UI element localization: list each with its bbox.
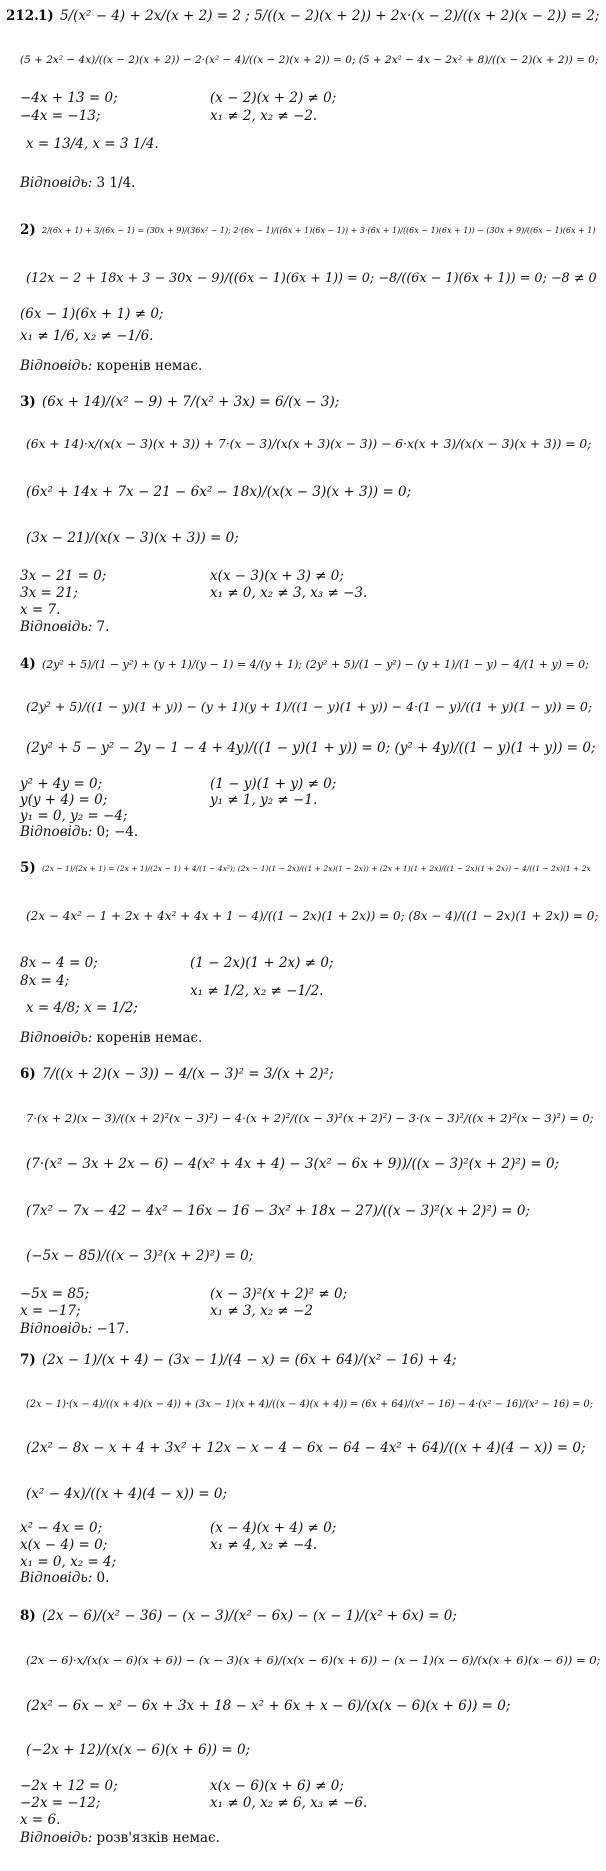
restriction-line: (6x − 1)(6x + 1) ≠ 0; <box>20 306 164 322</box>
answer-line <box>20 1570 109 1587</box>
part-number: 5) <box>20 860 36 876</box>
restriction-line: (x − 2)(x + 2) ≠ 0; <box>210 90 337 106</box>
restriction-line: (1 − 2x)(1 + 2x) ≠ 0; <box>190 955 334 971</box>
equation-line: −4x + 13 = 0; <box>20 90 118 106</box>
equation-line: 7·(x + 2)(x − 3)/((x + 2)²(x − 3)²) − 4·(x + 2)²/((x − 3)²(x + 2)²) − 3·(x − 3)²/((x + 2)²(x − 3)²) = 0; <box>26 1111 594 1125</box>
answer-line <box>20 358 202 375</box>
answer-line <box>20 1321 129 1338</box>
equation-line: (6x² + 14x + 7x − 21 − 6x² − 18x)/(x(x − 3)(x + 3)) = 0; <box>26 484 412 500</box>
answer-line <box>20 175 135 192</box>
equation-line: x = 7. <box>20 602 61 618</box>
equation-line: x = 4/8; x = 1/2; <box>26 1000 138 1016</box>
equation-line: (7x² − 7x − 42 − 4x² − 16x − 16 − 3x² + 18x − 27)/((x − 3)²(x + 2)²) = 0; <box>26 1203 531 1219</box>
equation-line: (x² − 4x)/((x + 4)(4 − x)) = 0; <box>26 1486 228 1502</box>
answer-label: Відповідь: <box>20 175 93 191</box>
equation-line: 8x = 4; <box>20 973 70 989</box>
equation-line: x² − 4x = 0; <box>20 1520 103 1536</box>
answer-label: Відповідь: <box>20 824 93 840</box>
restriction-line: x₁ ≠ 1/2, x₂ ≠ −1/2. <box>190 983 324 999</box>
answer-value: −17. <box>96 1321 130 1337</box>
equation-line: (2y² + 5)/((1 − y)(1 + y)) − (y + 1)(y + 1)/((1 − y)(1 + y)) − 4·(1 − y)/((1 + y)(1 − y)) = 0; <box>26 699 593 714</box>
answer-label: Відповідь: <box>20 1830 93 1846</box>
equation-line: (2y² + 5 − y² − 2y − 1 − 4 + 4y)/((1 − y)(1 + y)) = 0; (y² + 4y)/((1 − y)(1 + y)) = 0; <box>26 740 596 756</box>
restriction-line: x(x − 6)(x + 6) ≠ 0; <box>210 1778 344 1794</box>
equation-line: 3x − 21 = 0; <box>20 568 107 584</box>
equation-line: (2x − 6)·x/(x(x − 6)(x + 6)) − (x − 3)(x + 6)/(x(x − 6)(x + 6)) − (x − 1)(x − 6)/(x(x + 6)(x − 6)) = 0; <box>26 1653 601 1667</box>
answer-line <box>20 619 109 636</box>
equation-line: (2x² − 6x − x² − 6x + 3x + 18 − x² + 6x + x − 6)/(x(x − 6)(x + 6)) = 0; <box>26 1698 511 1714</box>
restriction-line: x₁ ≠ 1/6, x₂ ≠ −1/6. <box>20 328 154 344</box>
equation-line: 7/((x + 2)(x − 3)) − 4/(x − 3)² = 3/(x + 2)²; <box>42 1066 334 1082</box>
restriction-line: x₁ ≠ 0, x₂ ≠ 3, x₃ ≠ −3. <box>210 585 368 601</box>
restriction-line: y₁ ≠ 1, y₂ ≠ −1. <box>210 792 318 808</box>
restriction-line: x₁ ≠ 0, x₂ ≠ 6, x₃ ≠ −6. <box>210 1795 368 1811</box>
equation-line: (−2x + 12)/(x(x − 6)(x + 6)) = 0; <box>26 1742 251 1758</box>
part-number: 8) <box>20 1608 36 1624</box>
restriction-line: x(x − 3)(x + 3) ≠ 0; <box>210 568 344 584</box>
equation-line: (12x − 2 + 18x + 3 − 30x − 9)/((6x − 1)(6x + 1)) = 0; −8/((6x − 1)(6x + 1)) = 0; −8 ≠ 0 <box>26 271 597 286</box>
equation-line: −4x = −13; <box>20 108 101 124</box>
answer-value: коренів немає. <box>96 358 203 374</box>
equation-line: y₁ = 0, y₂ = −4; <box>20 808 128 824</box>
equation-line: (2y² + 5)/(1 − y²) + (y + 1)/(y − 1) = 4/(y + 1); (2y² + 5)/(1 − y²) − (y + 1)/(1 − y) − 4/(1 + y) = 0; <box>42 658 589 671</box>
equation-line: (6x + 14)·x/(x(x − 3)(x + 3)) + 7·(x − 3)/(x(x + 3)(x − 3)) − 6·x(x + 3)/(x(x − 3)(x + 3)) = 0; <box>26 437 592 451</box>
equation-line: (3x − 21)/(x(x − 3)(x + 3)) = 0; <box>26 530 239 546</box>
equation-line: y² + 4y = 0; <box>20 776 103 792</box>
restriction-line: x₁ ≠ 2, x₂ ≠ −2. <box>210 108 318 124</box>
equation-line: x = 6. <box>20 1812 61 1828</box>
equation-line: 3x = 21; <box>20 585 78 601</box>
equation-line: (2x − 4x² − 1 + 2x + 4x² + 4x + 1 − 4)/((1 − 2x)(1 + 2x)) = 0; (8x − 4)/((1 − 2x)(1 + 2x)) = 0; <box>26 909 599 923</box>
answer-line <box>20 1030 202 1047</box>
equation-line: 2/(6x + 1) + 3/(6x − 1) = (30x + 9)/(36x² − 1); 2·(6x − 1)/((6x + 1)(6x − 1)) + 3·(6x + 1)/((6x − 1)(6x + 1)) − (30x + 9)/((6x − 1)(6x + 1) <box>42 226 596 235</box>
equation-line: 8x − 4 = 0; <box>20 955 98 971</box>
equation-line: (6x + 14)/(x² − 9) + 7/(x² + 3x) = 6/(x − 3); <box>42 394 340 410</box>
answer-line <box>20 1830 220 1847</box>
equation-line: y(y + 4) = 0; <box>20 792 108 808</box>
problem-number: 212. <box>6 8 39 24</box>
equation-line: x = 13/4, x = 3 1/4. <box>26 136 159 152</box>
equation-line: 5/(x² − 4) + 2x/(x + 2) = 2 ; 5/((x − 2)(x + 2)) + 2x·(x − 2)/((x + 2)(x − 2)) = 2; <box>60 8 600 24</box>
equation-line: (2x − 1)/(x + 4) − (3x − 1)/(4 − x) = (6x + 64)/(x² − 16) + 4; <box>42 1352 457 1368</box>
answer-value: розв'язків немає. <box>96 1830 220 1846</box>
answer-line <box>20 824 138 841</box>
answer-value: 0; −4. <box>96 824 139 840</box>
restriction-line: x₁ ≠ 3, x₂ ≠ −2 <box>210 1303 313 1319</box>
answer-label: Відповідь: <box>20 619 93 635</box>
answer-label: Відповідь: <box>20 358 93 374</box>
part-number: 2) <box>20 222 36 238</box>
equation-line: x₁ = 0, x₂ = 4; <box>20 1554 117 1570</box>
equation-line: (2x − 6)/(x² − 36) − (x − 3)/(x² − 6x) − (x − 1)/(x² + 6x) = 0; <box>42 1608 457 1624</box>
answer-value: коренів немає. <box>96 1030 203 1046</box>
restriction-line: (1 − y)(1 + y) ≠ 0; <box>210 776 337 792</box>
answer-value: 0. <box>96 1570 110 1586</box>
part-number: 7) <box>20 1352 36 1368</box>
answer-value: 7. <box>96 619 110 635</box>
equation-line: (−5x − 85)/((x − 3)²(x + 2)²) = 0; <box>26 1248 254 1264</box>
equation-line: −2x + 12 = 0; <box>20 1778 118 1794</box>
restriction-line: (x − 4)(x + 4) ≠ 0; <box>210 1520 337 1536</box>
answer-label: Відповідь: <box>20 1570 93 1586</box>
equation-line: x(x − 4) = 0; <box>20 1537 108 1553</box>
part-number: 3) <box>20 394 36 410</box>
answer-value: 3 1/4. <box>96 175 136 191</box>
equation-line: (5 + 2x² − 4x)/((x − 2)(x + 2)) − 2·(x² − 4)/((x − 2)(x + 2)) = 0; (5 + 2x² − 4x − 2x² + 8)/((x − 2)(x + 2)) = 0; <box>20 54 599 66</box>
part-number: 6) <box>20 1066 36 1082</box>
equation-line: x = −17; <box>20 1303 81 1319</box>
equation-line: (2x² − 8x − x + 4 + 3x² + 12x − x − 4 − 6x − 64 − 4x² + 64)/((x + 4)(4 − x)) = 0; <box>26 1440 586 1456</box>
answer-label: Відповідь: <box>20 1030 93 1046</box>
restriction-line: x₁ ≠ 4, x₂ ≠ −4. <box>210 1537 318 1553</box>
part-number: 4) <box>20 656 36 672</box>
restriction-line: (x − 3)²(x + 2)² ≠ 0; <box>210 1286 348 1302</box>
equation-line: (7·(x² − 3x + 2x − 6) − 4(x² + 4x + 4) − 3(x² − 6x + 9))/((x − 3)²(x + 2)²) = 0; <box>26 1156 560 1172</box>
part-number: 1) <box>38 8 54 24</box>
equation-line: (2x − 1)/(2x + 1) = (2x + 1)/(2x − 1) + 4/(1 − 4x²); (2x − 1)(1 − 2x)/((1 + 2x)(1 − 2x)) + (2x + 1)(1 + 2x)/((1 − 2x)(1 + 2x)) − 4/((1 − 2x)(1 + 2x <box>42 864 591 873</box>
equation-line: −5x = 85; <box>20 1286 90 1302</box>
equation-line: (2x − 1)·(x − 4)/((x + 4)(x − 4)) + (3x − 1)(x + 4)/((x − 4)(x + 4)) = (6x + 64)/(x² − 16) − 4·(x² − 16)/(x² − 16) = 0; <box>26 1399 593 1410</box>
equation-line: −2x = −12; <box>20 1795 101 1811</box>
answer-label: Відповідь: <box>20 1321 93 1337</box>
